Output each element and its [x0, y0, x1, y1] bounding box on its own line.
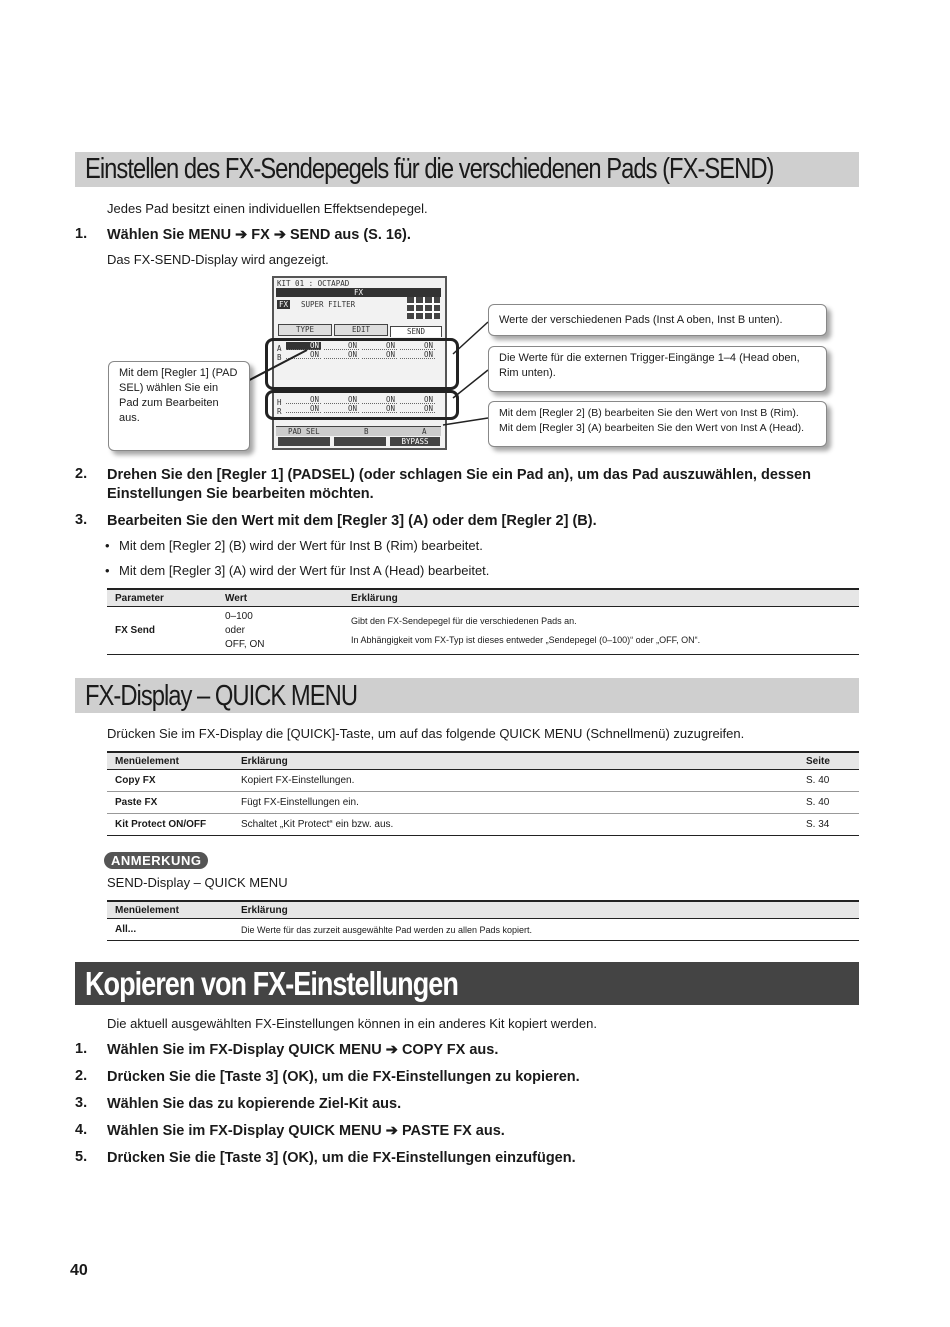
- bullet-inst-b: • Mit dem [Regler 2] (B) wird der Wert für Inst B (Rim) bearbeitet.: [107, 538, 483, 553]
- section-title: FX-Display – QUICK MENU: [85, 680, 358, 712]
- send-value-cell: ON: [400, 351, 435, 359]
- note-badge: ANMERKUNG: [104, 852, 208, 869]
- page-number: 40: [70, 1262, 88, 1279]
- step-1: 1. Wählen Sie MENU ➔ FX ➔ SEND aus (S. 16).: [75, 226, 411, 243]
- row-label-h: H: [277, 398, 282, 407]
- table-row: Kit Protect ON/OFF Schaltet „Kit Protect“ ein bzw. aus. S. 34: [107, 814, 859, 836]
- step-1-result: Das FX-SEND-Display wird angezeigt.: [107, 252, 329, 267]
- section-title: Kopieren von FX-Einstellungen: [85, 965, 458, 1002]
- send-value-cell: ON: [324, 342, 359, 350]
- fx-send-table: Parameter Wert Erklärung FX Send 0–100 oder OFF, ON Gibt den FX-Sendepegel für die verschiedenen Pads an. In Abhängigkeit vom FX-Typ ist dieses entweder „Sendepegel (0–100)“ oder „OFF, ON“.: [107, 588, 859, 655]
- display-fx-name: SUPER FILTER: [301, 300, 356, 309]
- send-value-cell: ON: [324, 351, 359, 359]
- send-value-cell: ON: [324, 405, 359, 413]
- display-fx-badge: FX: [279, 300, 289, 309]
- bullet-inst-a: • Mit dem [Regler 3] (A) wird der Wert für Inst A (Head) bearbeitet.: [107, 563, 489, 578]
- send-value-cell: ON: [362, 405, 397, 413]
- display-kit-line: KIT 01 : OCTAPAD: [277, 279, 350, 288]
- section-title: Einstellen des FX-Sendepegels für die verschiedenen Pads (FX-SEND): [85, 153, 774, 185]
- step-3: 3. Bearbeiten Sie den Wert mit dem [Regler 3] (A) oder dem [Regler 2] (B).: [75, 512, 597, 529]
- step-2: 2. Drehen Sie den [Regler 1] (PADSEL) (oder schlagen Sie ein Pad an), um das Pad auszuwählen, dessen Einstellungen Sie bearbeiten möchten.: [75, 466, 811, 502]
- callout-pad-sel: Mit dem [Regler 1] (PAD SEL) wählen Sie ein Pad zum Bearbeiten aus.: [108, 361, 250, 451]
- row-label-r: R: [277, 407, 282, 416]
- callout-regler: Mit dem [Regler 2] (B) bearbeiten Sie den Wert von Inst B (Rim). Mit dem [Regler 3] (A) bearbeiten Sie den Wert von Inst A (Head).: [488, 401, 827, 447]
- table-row: Paste FX Fügt FX-Einstellungen ein. S. 40: [107, 792, 859, 814]
- send-value-cell: ON: [286, 342, 321, 350]
- send-value-cell: ON: [400, 405, 435, 413]
- section-heading-quick-menu: [75, 678, 859, 713]
- send-value-cell: ON: [362, 351, 397, 359]
- copy-step-3: 3. Wählen Sie das zu kopierende Ziel-Kit aus.: [75, 1095, 402, 1112]
- send-quick-menu-table: Menüelement Erklärung All... Die Werte für das zurzeit ausgewählte Pad werden zu allen Pads kopiert.: [107, 900, 859, 941]
- send-value-cell: ON: [324, 396, 359, 404]
- send-value-cell: ON: [362, 396, 397, 404]
- table-row: Copy FX Kopiert FX-Einstellungen. S. 40: [107, 770, 859, 792]
- table-row: All... Die Werte für das zurzeit ausgewählte Pad werden zu allen Pads kopiert.: [107, 919, 859, 941]
- display-bottom-bar: PAD SEL B A: [276, 426, 441, 436]
- send-value-cell: ON: [286, 396, 321, 404]
- copy-step-4: 4. Wählen Sie im FX-Display QUICK MENU ➔ PASTE FX aus.: [75, 1122, 505, 1139]
- tab-send: SEND: [390, 326, 442, 337]
- copy-step-5: 5. Drücken Sie die [Taste 3] (OK), um die FX-Einstellungen einzufügen.: [75, 1149, 576, 1166]
- callout-pad-values: Werte der verschiedenen Pads (Inst A oben, Inst B unten).: [488, 304, 827, 336]
- param-fx-send: FX Send: [107, 607, 217, 655]
- send-value-cell: ON: [400, 342, 435, 350]
- tab-type: TYPE: [278, 324, 332, 336]
- note-text: SEND-Display – QUICK MENU: [107, 875, 288, 890]
- copy-step-2: 2. Drücken Sie die [Taste 3] (OK), um die FX-Einstellungen zu kopieren.: [75, 1068, 580, 1085]
- quick-menu-intro: Drücken Sie im FX-Display die [QUICK]-Taste, um auf das folgende QUICK MENU (Schnellmenü) zuzugreifen.: [107, 726, 745, 741]
- param-explanation: Gibt den FX-Sendepegel für die verschiedenen Pads an. In Abhängigkeit vom FX-Typ ist dieses entweder „Sendepegel (0–100)“ oder „OFF, ON“.: [343, 607, 859, 655]
- copy-intro: Die aktuell ausgewählten FX-Einstellungen können in ein anderes Kit kopiert werden.: [107, 1016, 597, 1031]
- section-heading-copy-fx: [75, 962, 859, 1005]
- intro-text: Jedes Pad besitzt einen individuellen Effektsendepegel.: [107, 201, 428, 216]
- send-value-cell: ON: [400, 396, 435, 404]
- display-bypass: BYPASS: [390, 437, 440, 446]
- send-value-cell: ON: [362, 342, 397, 350]
- quick-menu-table: Menüelement Erklärung Seite Copy FX Kopiert FX-Einstellungen. S. 40 Paste FX Fügt FX-Einstellungen ein. S. 40 Kit Protect ON/OFF Schaltet „Kit Protect“ ein bzw. aus. S. 34: [107, 751, 859, 836]
- row-label-a: A: [277, 344, 282, 353]
- row-label-b: B: [277, 353, 282, 362]
- copy-step-1: 1. Wählen Sie im FX-Display QUICK MENU ➔ COPY FX aus.: [75, 1041, 499, 1058]
- callout-trigger-values: Die Werte für die externen Trigger-Eingänge 1–4 (Head oben, Rim unten).: [488, 346, 827, 392]
- send-value-cell: ON: [286, 405, 321, 413]
- tab-edit: EDIT: [334, 324, 388, 336]
- send-value-cell: ON: [286, 351, 321, 359]
- param-value: 0–100 oder OFF, ON: [217, 607, 343, 655]
- display-fx-bar: FX: [276, 288, 441, 297]
